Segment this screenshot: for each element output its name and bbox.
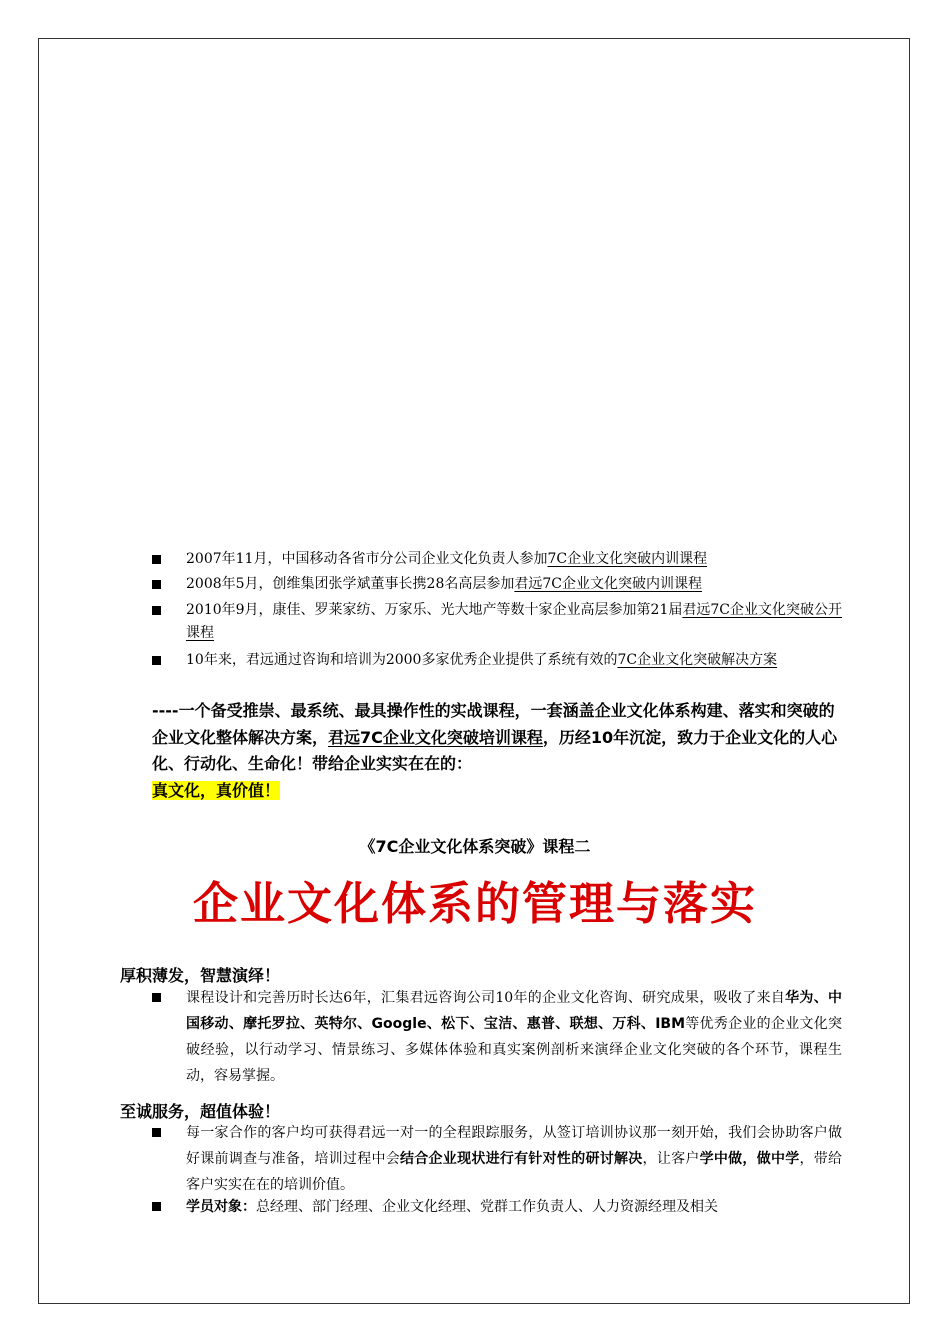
section-text: 课程设计和完善历时长达6年，汇集君远咨询公司10年的企业文化咨询、研究成果，吸收了来自 [186,990,786,1006]
milestone-text: 2008年5月，创维集团张学斌董事长携28名高层参加 [186,576,515,592]
course-label: 《7C企业文化体系突破》课程二 [359,837,591,856]
section-bold: 华为、中国移动、摩托罗拉、英特尔、Google、松下、宝洁、惠普、联想、万科、IBM [186,990,842,1032]
milestone-text: 10年来，君远通过咨询和培训为2000多家优秀企业提供了系统有效的 [186,652,618,668]
highlight-text: 真文化，真价值！ [152,780,281,800]
section-text: 等优秀企业的企业文化突破经验，以行动学习、情景练习、多媒体体验和真实案例剖析来演绎企业文化突破的各个环节，课程生动，容易掌握。 [186,1016,843,1084]
bullet-square-icon [152,555,161,564]
summary-text: ，历经10年沉淀，致力于企业文化的人心化、行动化、生命化！带给企业实实在在的： [152,727,838,773]
milestone-link[interactable]: 7C企业文化突破内训课程 [547,551,708,567]
milestone-link[interactable]: 7C企业文化突破解决方案 [617,652,778,668]
section-heading: 厚积薄发，智慧演绎！ [120,966,281,985]
summary-link[interactable]: 君远7C企业文化突破培训课程 [328,727,543,747]
bullet-square-icon [152,993,161,1002]
page-title: 企业文化体系的管理与落实 [192,877,757,930]
audience-text: 总经理、部门经理、企业文化经理、党群工作负责人、人力资源经理及相关 [256,1199,718,1215]
section-bold: 结合企业现状进行有针对性的研讨解决 [400,1151,643,1167]
bullet-square-icon [152,606,161,615]
bullet-square-icon [152,1128,161,1137]
section-bold: 学中做，做中学 [699,1151,800,1167]
bullet-square-icon [152,656,161,665]
section-text: 每一家合作的客户均可获得君远一对一的全程跟踪服务，从签订培训协议那一刻开始，我们会协助客户做好课前调查与准备，培训过程中会 [186,1125,842,1167]
summary-paragraph [152,698,842,804]
summary-text: ----一个备受推崇、最系统、最具操作性的实战课程，一套涵盖企业文化体系构建、落实和突破的企业文化整体解决方案， [152,701,835,747]
section-heading: 至诚服务，超值体验！ [120,1102,281,1121]
bullet-square-icon [152,580,161,589]
milestone-link[interactable]: 君远7C企业文化突破公开课程 [186,602,842,641]
section-text: ，让客户 [642,1151,700,1167]
audience-label: 学员对象： [186,1199,256,1215]
milestone-link[interactable]: 君远7C企业文化突破内训课程 [514,576,702,592]
milestone-text: 2007年11月，中国移动各省市分公司企业文化负责人参加 [186,551,548,567]
section-text: ，带给客户实实在在的培训价值。 [186,1151,843,1193]
bullet-square-icon [152,1202,161,1211]
milestone-text: 2010年9月，康佳、罗莱家纺、万家乐、光大地产等数十家企业高层参加第21届 [186,602,683,618]
